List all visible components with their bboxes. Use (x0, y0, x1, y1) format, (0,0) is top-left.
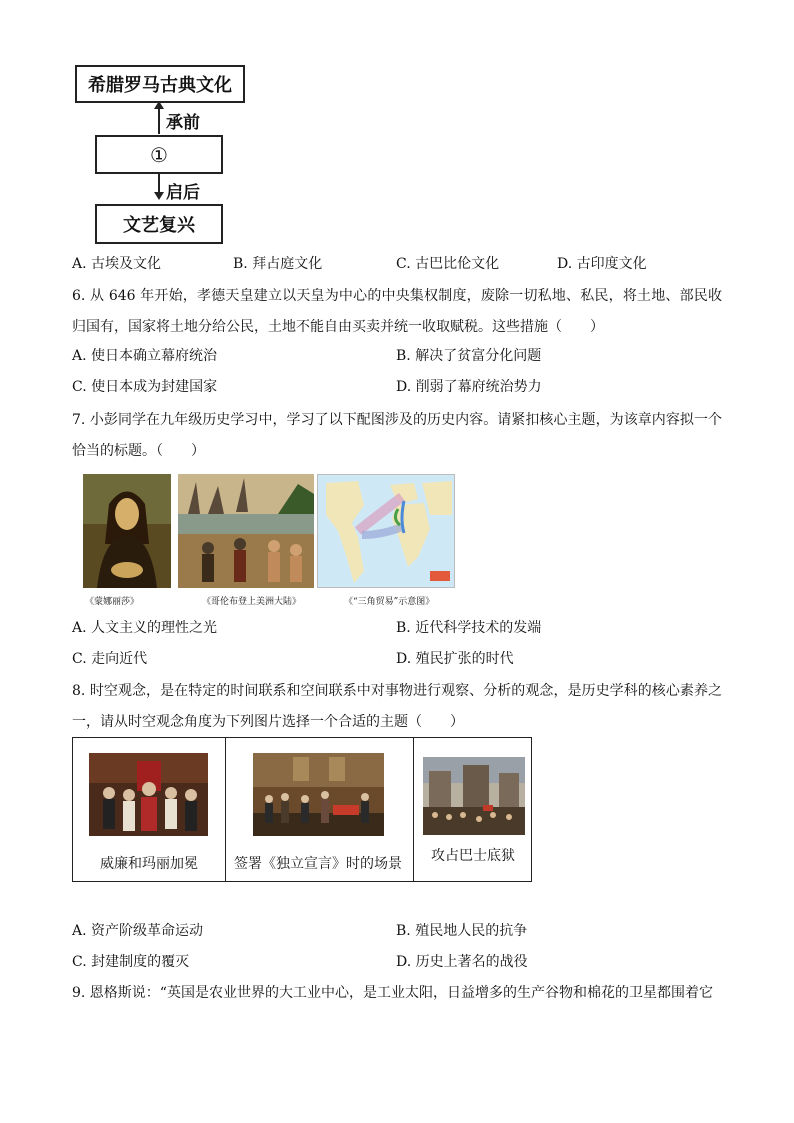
q7-option-b[interactable]: B. 近代科学技术的发端 (396, 620, 542, 636)
diagram-label-down: 启后 (166, 183, 200, 203)
q6-stem: 6. 从 646 年开始，孝德天皇建立以天皇为中心的中央集权制度，废除一切私地、私民，将土地、部民收归国有，国家将土地分给公民，土地不能自由买卖并统一收取赋税。这些措施（ ） (72, 288, 722, 335)
q8-option-a[interactable]: A. 资产阶级革命运动 (72, 923, 204, 939)
diagram-bottom-text: 文艺复兴 (123, 215, 195, 236)
arrow-down-icon (154, 192, 164, 200)
arrow-line (158, 172, 160, 192)
diagram-top-text: 希腊罗马古典文化 (88, 75, 232, 96)
columbus-image (178, 474, 314, 588)
q7-option-c[interactable]: C. 走向近代 (72, 651, 148, 667)
caption-mona-lisa: 《蒙娜丽莎》 (85, 597, 140, 607)
q8-option-b[interactable]: B. 殖民地人民的抗争 (396, 923, 528, 939)
triangle-trade-map-image (317, 474, 455, 588)
q5-option-a[interactable]: A. 古埃及文化 (72, 256, 162, 272)
coronation-image (89, 753, 208, 836)
cell-caption-coronation: 威廉和玛丽加冕 (100, 856, 198, 872)
bastille-storming-image (423, 757, 525, 835)
diagram-bottom-box (95, 204, 223, 244)
q8-option-c[interactable]: C. 封建制度的覆灭 (72, 954, 190, 970)
q7-option-a[interactable]: A. 人文主义的理性之光 (72, 620, 218, 636)
cell-caption-bastille: 攻占巴士底狱 (431, 848, 515, 864)
q6-option-d[interactable]: D. 削弱了幕府统治势力 (396, 379, 542, 395)
arrow-line (158, 108, 160, 134)
q8-stem: 8. 时空观念，是在特定的时间联系和空间联系中对事物进行观察、分析的观念，是历史学科的核心素养之一，请从时空观念角度为下列图片选择一个合适的主题（ ） (72, 683, 722, 730)
q7-option-d[interactable]: D. 殖民扩张的时代 (396, 651, 514, 667)
q6-option-b[interactable]: B. 解决了贫富分化问题 (396, 348, 542, 364)
diagram-middle-box (95, 135, 223, 174)
table-divider (413, 738, 414, 881)
declaration-signing-image (253, 753, 384, 836)
caption-triangle-trade: 《“三角贸易”示意图》 (344, 597, 435, 607)
q5-option-c[interactable]: C. 古巴比伦文化 (396, 256, 500, 272)
cell-caption-declaration: 签署《独立宣言》时的场景 (234, 856, 402, 872)
table-divider (225, 738, 226, 881)
q6-option-a[interactable]: A. 使日本确立幕府统治 (72, 348, 218, 364)
q5-option-d[interactable]: D. 古印度文化 (557, 256, 647, 272)
q8-option-d[interactable]: D. 历史上著名的战役 (396, 954, 528, 970)
diagram-middle-text: ① (150, 142, 168, 167)
diagram-top-box (75, 65, 245, 103)
mona-lisa-image (83, 474, 171, 588)
diagram-label-up: 承前 (166, 113, 200, 133)
caption-columbus: 《哥伦布登上美洲大陆》 (202, 597, 302, 607)
q6-option-c[interactable]: C. 使日本成为封建国家 (72, 379, 218, 395)
q5-option-b[interactable]: B. 拜占庭文化 (233, 256, 323, 272)
q9-stem: 9. 恩格斯说：“英国是农业世界的大工业中心，是工业太阳，日益增多的生产谷物和棉花的卫星都围着它 (72, 985, 713, 1001)
q8-picture-table (72, 737, 532, 882)
q7-stem: 7. 小彭同学在九年级历史学习中，学习了以下配图涉及的历史内容。请紧扣核心主题，为该章内容拟一个恰当的标题。（ ） (72, 412, 722, 459)
